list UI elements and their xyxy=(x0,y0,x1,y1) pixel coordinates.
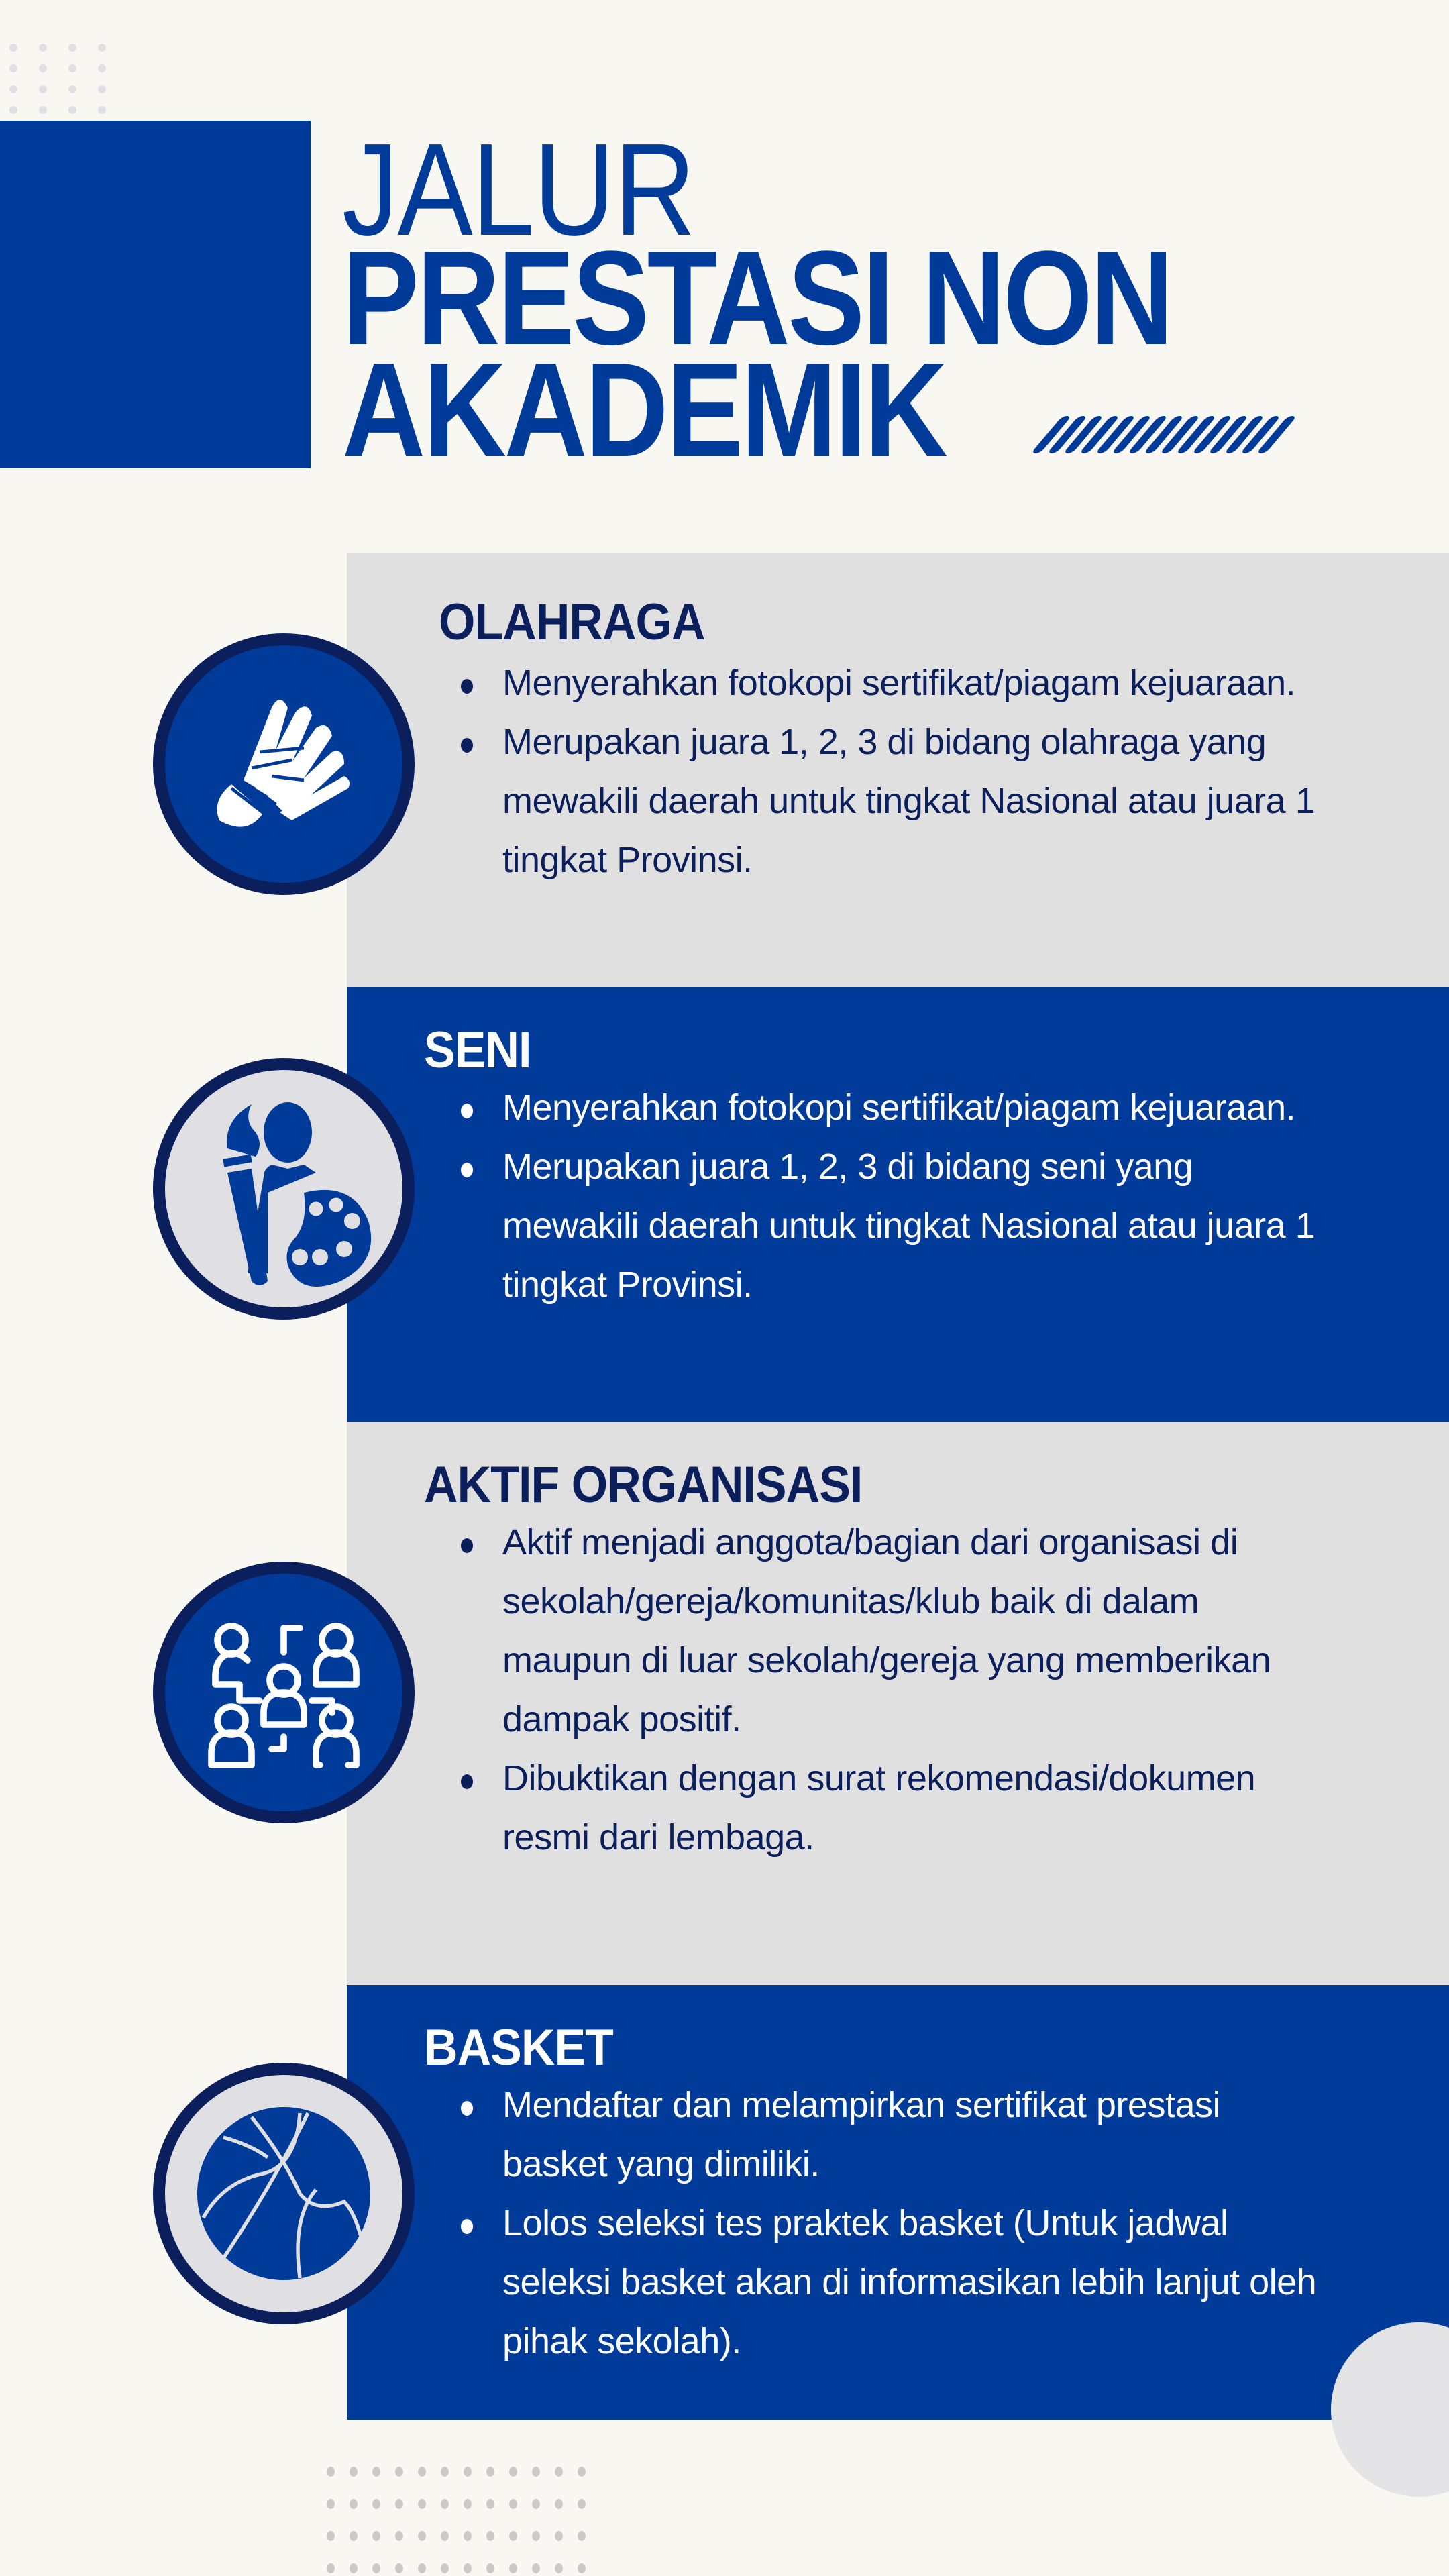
decorative-dot xyxy=(418,2499,426,2509)
decorative-dot xyxy=(327,2563,335,2573)
decorative-dot-grid-bottom xyxy=(327,2467,586,2573)
decorative-dot xyxy=(486,2531,494,2541)
decorative-dot xyxy=(578,2499,586,2509)
title-line-prestasi-non: PRESTASI NON xyxy=(342,223,1172,373)
decorative-dot xyxy=(39,44,47,52)
shuttlecock-icon xyxy=(153,633,415,895)
decorative-dot xyxy=(441,2499,449,2509)
list-item: Mendaftar dan melampirkan sertifikat prestasi basket yang dimiliki. xyxy=(461,2076,1320,2194)
decorative-dot xyxy=(350,2531,358,2541)
decorative-dot xyxy=(486,2499,494,2509)
bullet-list xyxy=(461,2076,1320,2371)
list-item: Merupakan juara 1, 2, 3 di bidang seni yang mewakili daerah untuk tingkat Nasional atau juara 1 tingkat Provinsi. xyxy=(461,1137,1320,1314)
decorative-dot xyxy=(486,2467,494,2477)
decorative-dot xyxy=(578,2563,586,2573)
decorative-dot xyxy=(441,2467,449,2477)
decorative-dot xyxy=(372,2531,380,2541)
decorative-dot xyxy=(464,2531,472,2541)
decorative-dot xyxy=(327,2531,335,2541)
decorative-dot xyxy=(68,44,76,52)
header-accent-block xyxy=(0,121,311,468)
decorative-dot xyxy=(350,2467,358,2477)
decorative-dot xyxy=(418,2531,426,2541)
list-item: Aktif menjadi anggota/bagian dari organisasi di sekolah/gereja/komunitas/klub baik di dalam maupun di luar sekolah/gereja yang memberikan dampak positif. xyxy=(461,1513,1320,1749)
decorative-dot xyxy=(441,2531,449,2541)
decorative-dot xyxy=(509,2467,517,2477)
decorative-dot xyxy=(350,2563,358,2573)
decorative-dot xyxy=(9,64,17,72)
decorative-dot xyxy=(464,2467,472,2477)
decorative-dot xyxy=(418,2467,426,2477)
decorative-dot xyxy=(395,2563,403,2573)
bullet-list xyxy=(461,653,1320,890)
decorative-dot xyxy=(98,85,106,93)
decorative-dot xyxy=(532,2499,540,2509)
list-item: Merupakan juara 1, 2, 3 di bidang olahraga yang mewakili daerah untuk tingkat Nasional atau juara 1 tingkat Provinsi. xyxy=(461,712,1320,890)
decorative-dot xyxy=(98,106,106,114)
decorative-dot xyxy=(509,2531,517,2541)
section-title: OLAHRAGA xyxy=(439,594,705,651)
decorative-dot xyxy=(532,2563,540,2573)
decorative-dot xyxy=(532,2467,540,2477)
decorative-dot xyxy=(327,2499,335,2509)
section-title: BASKET xyxy=(424,2019,613,2076)
list-item: Menyerahkan fotokopi sertifikat/piagam kejuaraan. xyxy=(461,653,1320,712)
decorative-dot xyxy=(327,2467,335,2477)
decorative-dot xyxy=(9,85,17,93)
decorative-dot xyxy=(9,44,17,52)
decorative-dot xyxy=(464,2563,472,2573)
group-network-icon xyxy=(153,1562,415,1823)
decorative-dot xyxy=(68,106,76,114)
title-line-jalur: JALUR xyxy=(342,116,695,263)
decorative-dot xyxy=(395,2499,403,2509)
decorative-dot xyxy=(555,2563,563,2573)
bullet-list xyxy=(461,1513,1320,1867)
decorative-dot xyxy=(578,2467,586,2477)
decorative-dot xyxy=(486,2563,494,2573)
section-basket xyxy=(347,1985,1449,2420)
decorative-dot xyxy=(509,2499,517,2509)
artist-palette-icon xyxy=(153,1058,415,1320)
decorative-dot xyxy=(464,2499,472,2509)
list-item: Menyerahkan fotokopi sertifikat/piagam kejuaraan. xyxy=(461,1078,1320,1137)
decorative-dot xyxy=(39,106,47,114)
section-title: AKTIF ORGANISASI xyxy=(424,1456,863,1513)
list-item: Lolos seleksi tes praktek basket (Untuk jadwal seleksi basket akan di informasikan lebih lanjut oleh pihak sekolah). xyxy=(461,2194,1320,2371)
decorative-dot xyxy=(39,85,47,93)
decorative-dot xyxy=(532,2531,540,2541)
decorative-dot xyxy=(555,2467,563,2477)
decorative-dot xyxy=(372,2467,380,2477)
section-title: SENI xyxy=(424,1022,531,1079)
title-line-akademik: AKADEMIK xyxy=(342,335,946,485)
section-olahraga xyxy=(347,553,1449,987)
decorative-slash-stripe xyxy=(1046,416,1281,453)
decorative-dot xyxy=(68,85,76,93)
decorative-dot xyxy=(9,106,17,114)
decorative-dot xyxy=(372,2499,380,2509)
decorative-dot xyxy=(578,2531,586,2541)
decorative-dot xyxy=(441,2563,449,2573)
decorative-dot xyxy=(372,2563,380,2573)
decorative-dot xyxy=(98,44,106,52)
decorative-dot xyxy=(68,64,76,72)
basketball-icon xyxy=(153,2063,415,2324)
decorative-dot xyxy=(39,64,47,72)
decorative-dot xyxy=(395,2467,403,2477)
decorative-dot xyxy=(395,2531,403,2541)
section-seni xyxy=(347,987,1449,1422)
section-aktif-organisasi xyxy=(347,1422,1449,1985)
decorative-dot xyxy=(418,2563,426,2573)
decorative-dot xyxy=(509,2563,517,2573)
decorative-dot xyxy=(98,64,106,72)
decorative-dot xyxy=(555,2531,563,2541)
decorative-dot xyxy=(350,2499,358,2509)
list-item: Dibuktikan dengan surat rekomendasi/dokumen resmi dari lembaga. xyxy=(461,1749,1320,1867)
decorative-dot xyxy=(555,2499,563,2509)
bullet-list xyxy=(461,1078,1320,1314)
